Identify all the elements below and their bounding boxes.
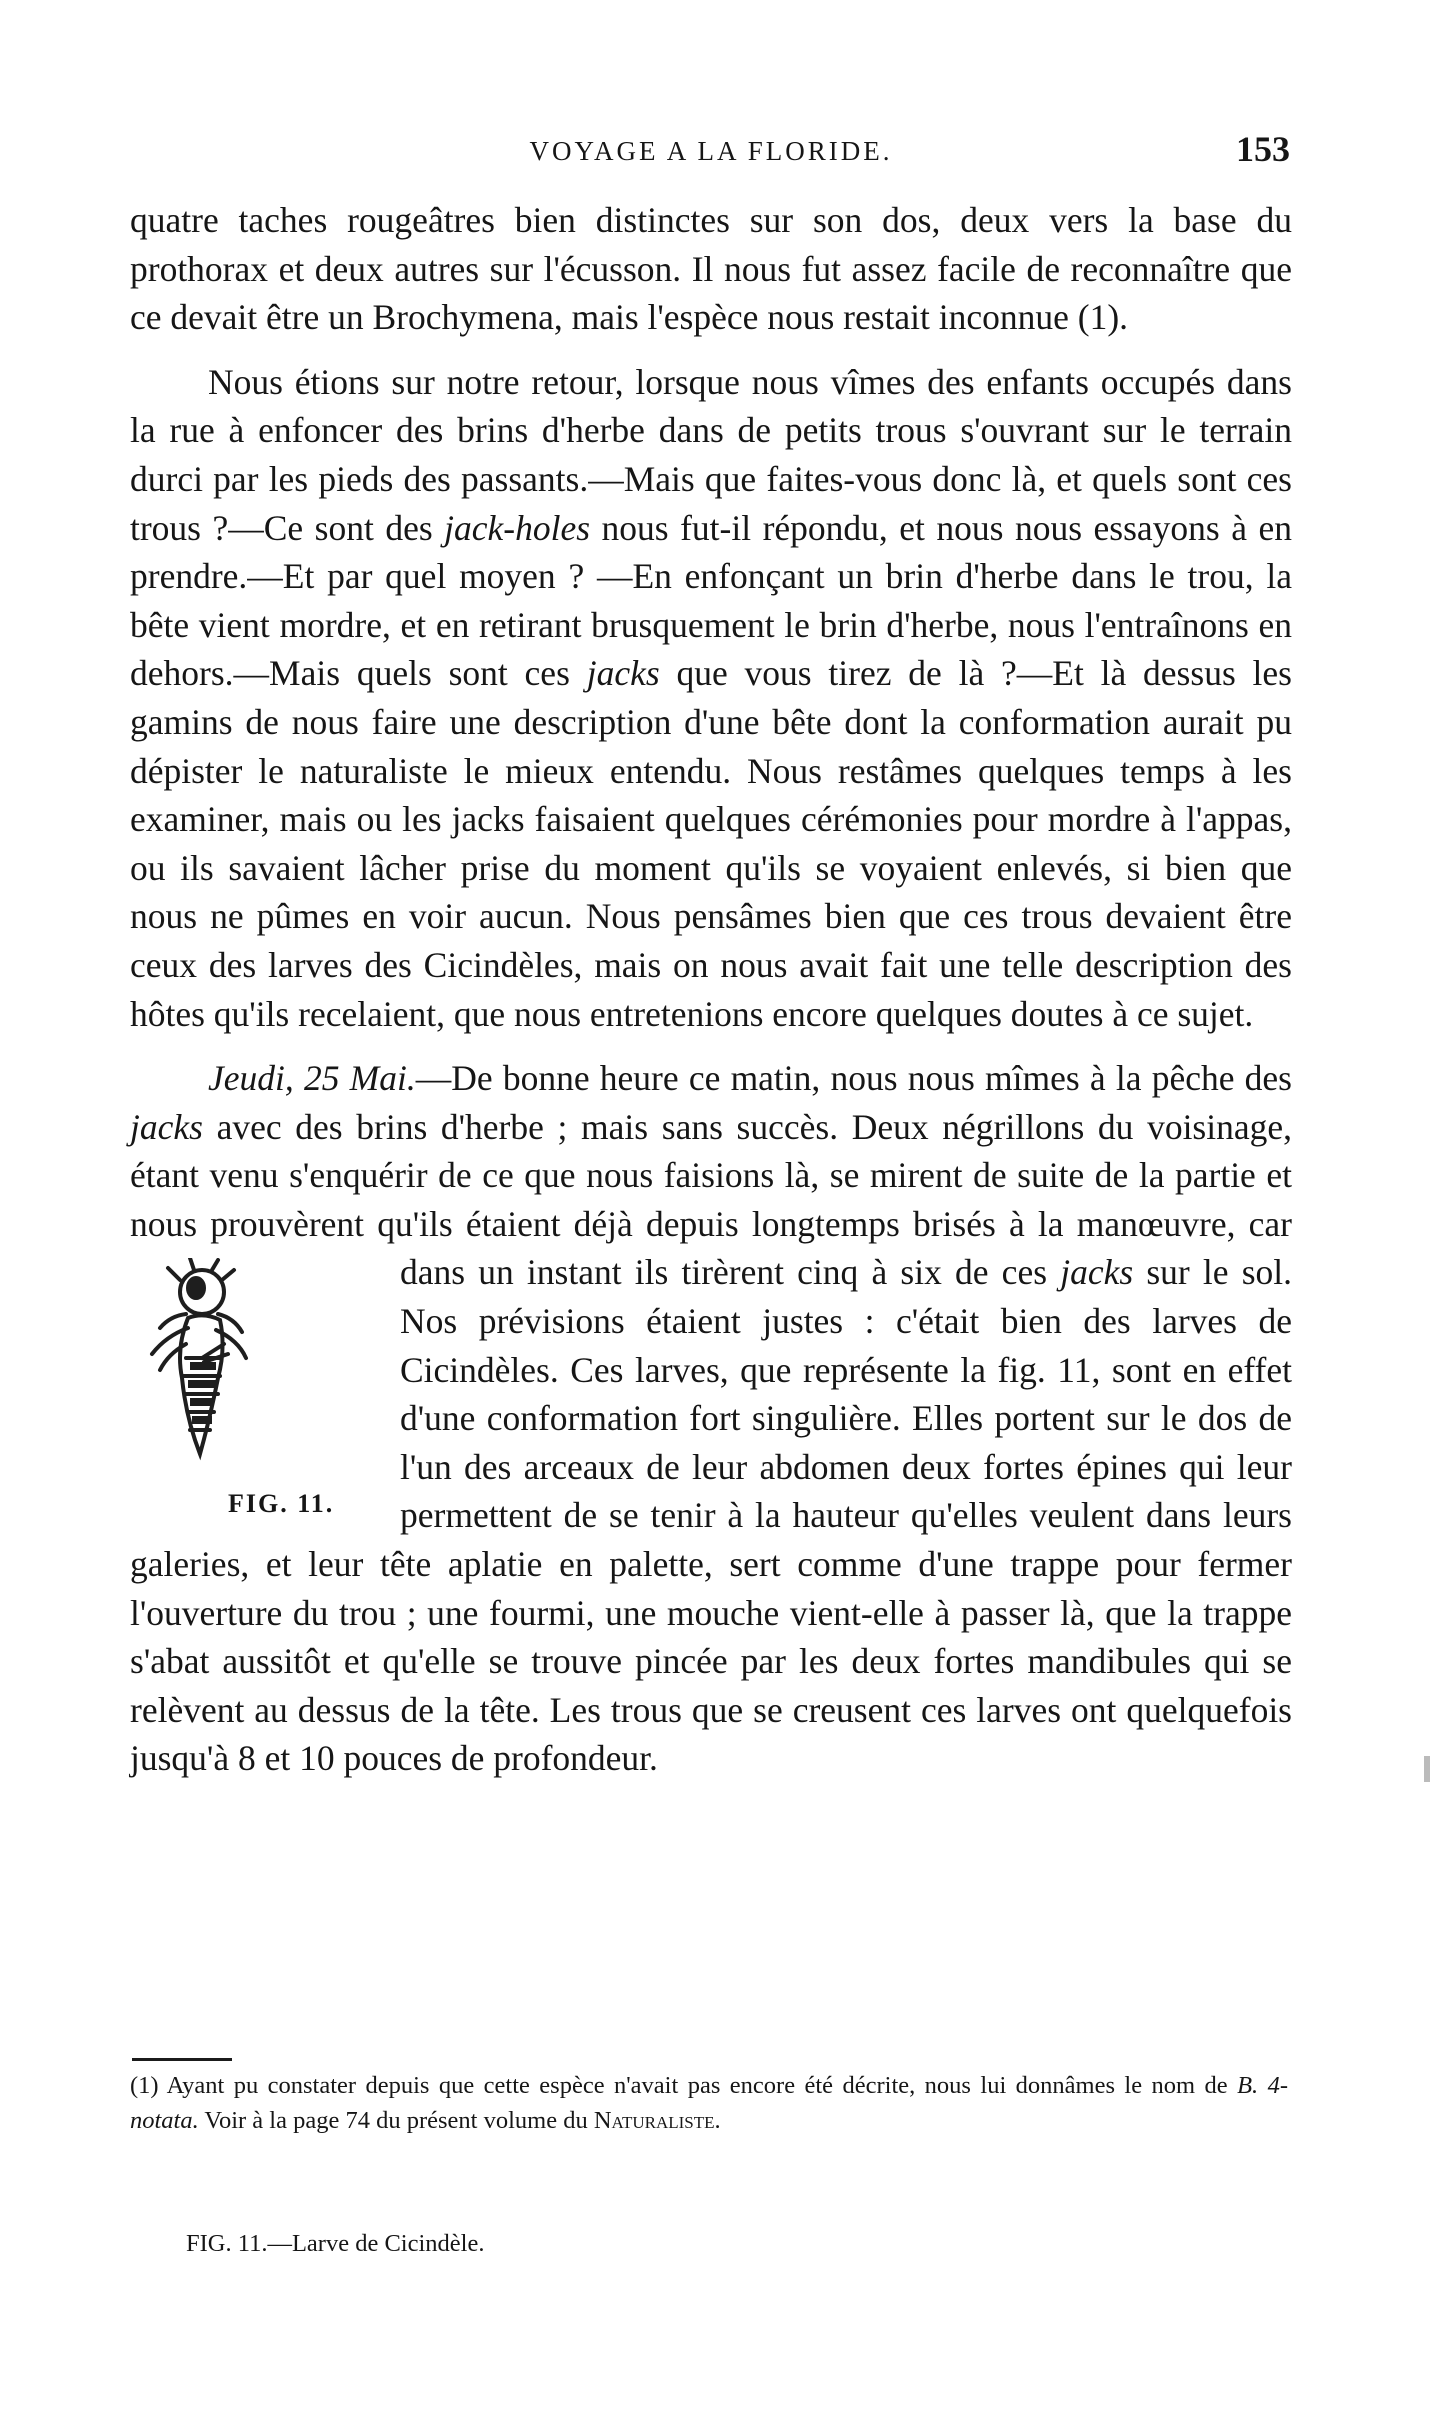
paragraph-3 [130,1054,1292,1783]
footnote-part-e: . [714,2107,721,2134]
running-title: VOYAGE A LA FLORIDE. [529,136,893,166]
date-heading: Jeudi, 25 Mai. [208,1058,416,1099]
footnote-journal-name: Naturaliste [593,2107,715,2134]
running-head [130,128,1292,178]
footnote-species-name: B. 4-notata. [130,2072,1289,2134]
italic-jacks: jacks [586,653,660,694]
body-text [130,196,1292,1783]
footnote-rule [132,2058,232,2061]
footnote-part-c: Voir à la page 74 du présent volume du [198,2107,594,2134]
footnote [130,2068,1288,2138]
italic-jacks-2: jacks [130,1106,203,1147]
paragraph-2 [130,358,1292,1038]
paragraph-3-part-d: avec des brins d'herbe ; mais sans succès. Deux négrillons du voisinage, étant venu s'enquérir de ce que nous faisions là, se mirent de suite de la partie et nous prouvèrent qu'ils étaient déjà depuis longtemps brisés à la manœuvre, car dans un instant ils tirèrent cinq à six de ces [130,1106,1292,1293]
italic-jack-holes: jack-holes [444,507,591,548]
figure-caption: FIG. 11.—Larve de Cicindèle. [186,2230,485,2257]
paragraph-2-part-e: que vous tirez de là ?—Et là dessus les gamins de nous faire une description d'une bête dont la conformation aurait pu dépister le naturaliste le mieux entendu. Nous restâmes quelques temps à les examiner, mais ou les jacks faisaient quelques cérémonies pour mordre à l'appas, ou ils savaient lâcher prise du moment qu'ils se voyaient enlevés, si bien que nous ne pûmes en voir aucun. Nous pensâmes bien que ces trous devaient être ceux des larves des Cicindèles, mais on nous avait fait une telle description des hôtes qu'ils recelaient, que nous entretenions encore quelques doutes à ce sujet. [130,653,1292,1034]
footnote-part-a: (1) Ayant pu constater depuis que cette espèce n'avait pas encore été décrite, nous lui donnâmes le nom de [130,2072,1238,2099]
paragraph-3-part-b: —De bonne heure ce matin, nous nous mîmes à la pêche des [415,1058,1292,1099]
page-number: 153 [1236,129,1290,169]
cicindela-larva-icon [130,1258,270,1468]
paragraph-2-part-a: Nous étions sur notre retour, lorsque nous vîmes des enfants occupés dans la rue à enfoncer des brins d'herbe dans de petits trous s'ouvrant sur le terrain durci par les pieds des passants.—Mais que faites-vous donc là, et quels sont ces trous ?—Ce sont des [130,361,1292,548]
figure-label: FIG. 11. [228,1489,335,1519]
paragraph-1: quatre taches rougeâtres bien distinctes sur son dos, deux vers la base du prothorax et deux autres sur l'écusson. Il nous fut assez facile de reconnaître que ce devait être un Brochymena, mais l'espèce nous restait inconnue (1). [130,200,1292,338]
paragraph-3-part-f: sur le sol. Nos prévisions étaient justes : c'était bien des larves de Cicindèles. Ces larves, que représente la fig. 11, sont en effet d'une conformation fort singulière. Elles portent sur le dos de l'un des arceaux de leur abdomen deux fortes épines qui leur permettent de se tenir à la hauteur qu'elles veulent dans leurs galeries, et leur tête aplatie en palette, sert comme d'une trappe pour fermer l'ouverture du trou ; une fourmi, une mouche vient-elle à passer là, que la trappe s'abat aussitôt et qu'elle se trouve pincée par les deux fortes mandibules qui se relèvent au dessus de la tête. Les trous que se creusent ces larves ont quelquefois jusqu'à 8 et 10 pouces de profondeur. [130,1252,1292,1779]
figure-11 [130,1248,380,1538]
paragraph-2-part-c: nous fut-il répondu, et nous nous essayons à en prendre.—Et par quel moyen ? —En enfonçant un brin d'herbe dans le trou, la bête vient mordre, et en retirant brusquement le brin d'herbe, nous l'entraînons en dehors.—Mais quels sont ces [130,507,1292,694]
scan-speck [1424,1756,1430,1782]
italic-jacks-3: jacks [1060,1252,1134,1293]
